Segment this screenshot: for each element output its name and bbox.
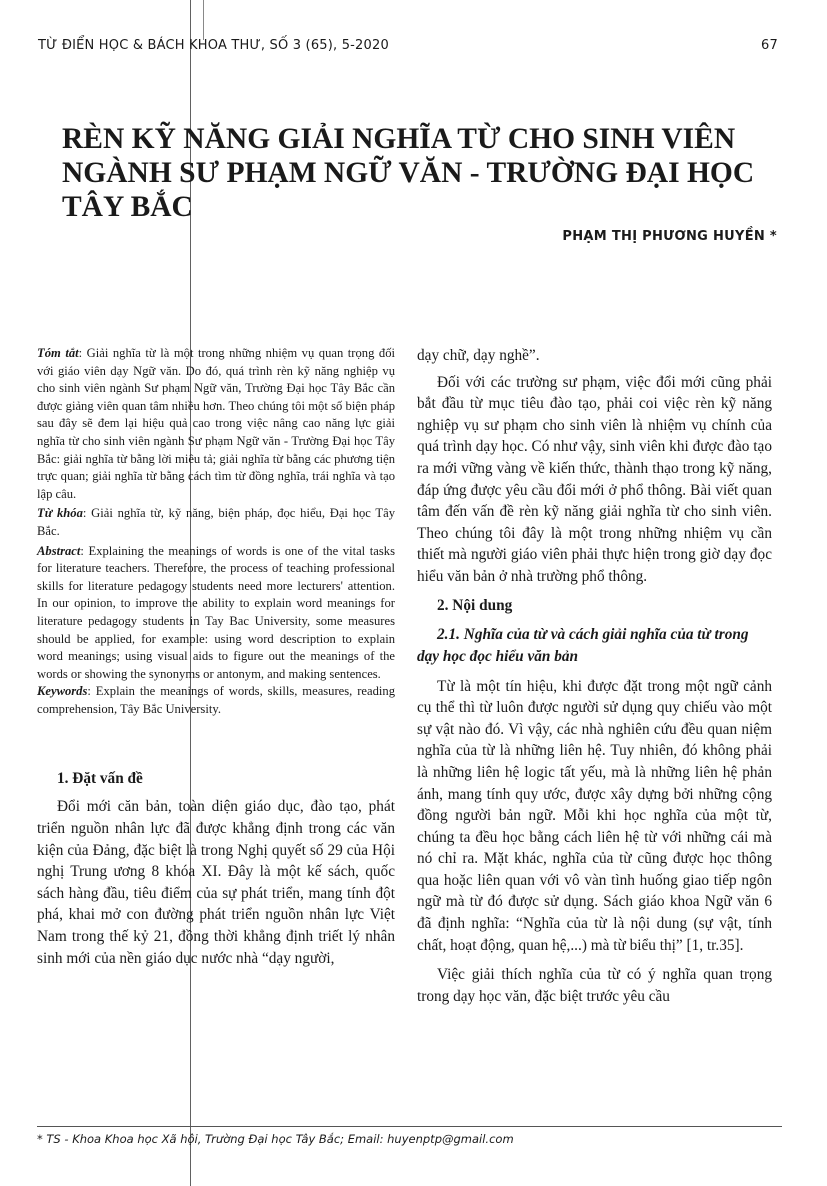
running-header	[38, 38, 778, 53]
paragraph-explaining: Việc giải thích nghĩa của từ có ý nghĩa quan trọng trong dạy học văn, đặc biệt trước yêu cầu	[417, 966, 772, 1005]
section-1-heading: 1. Đặt vấn đề	[57, 770, 143, 788]
journal-name: TỪ ĐIỂN HỌC & BÁCH KHOA THƯ, SỐ 3 (65), 5-2020	[38, 38, 389, 53]
section-1-paragraph: Đổi mới căn bản, toàn diện giáo dục, đào tạo, phát triển nguồn nhân lực đã được khẳng định trong các văn kiện của Đảng, đặc biệt là trong Nghị quyết số 29 của Hội nghị Trung ương 8 khóa XI. Đây là một kế sách, quốc sách hàng đầu, tiêu điểm của sự phát triển, mang tính đột phá, khai mở con đường phát triển nguồn nhân lực Việt Nam trong thế kỷ 21, đồng thời khẳng định triết lý nhân sinh mới của nền giáo dục nước nhà “dạy người,	[37, 798, 395, 967]
footnote: * TS - Khoa Khoa học Xã hội, Trường Đại học Tây Bắc; Email: huyenptp@gmail.com	[37, 1132, 514, 1146]
page-number: 67	[761, 38, 778, 53]
right-column	[417, 345, 772, 1007]
article-title	[62, 122, 782, 224]
paragraph-teacher-training: Đối với các trường sư phạm, việc đổi mới cũng phải bắt đầu từ mục tiêu đào tạo, phải coi việc rèn kỹ năng nghiệp vụ sư phạm cho sinh viên là nhiệm vụ chính của quá trình dạy học. Có như vậy, sinh viên khi được đào tạo ra mới vững vàng về kiến thức, thành thạo trong kỹ năng, đáp ứng được yêu cầu đổi mới ở phổ thông. Bài viết quan tâm đến vấn đề rèn kỹ năng giải nghĩa từ cho sinh viên. Theo chúng tôi đây là một trong những nhiệm vụ cần thiết mà người giáo viên phải thực hiện trong giờ dạy đọc hiểu văn bản ở nhà trường phổ thông.	[417, 373, 772, 585]
abstract-vietnamese	[37, 345, 395, 503]
keywords-vi-label: Từ khóa	[37, 506, 83, 521]
keywords-english	[37, 683, 395, 718]
abstract-english	[37, 543, 395, 684]
abstract-en-text: : Explaining the meanings of words is one of the vital tasks for literature teachers. Therefore, the process of teaching professional skills for literature pedagogy students need more lecturers' attention. In our opinion, to improve the ability to explain word meanings for literature pedagogy students in Tay Bac University, some measures should be applied, for example: using word description to explain word meanings; using visual aids to figure out the meanings of the words or showing the synonyms or antonym, and making sentences.	[37, 543, 395, 681]
section-2-heading: 2. Nội dung	[437, 596, 513, 614]
keywords-vi-text: : Giải nghĩa từ, kỹ năng, biện pháp, đọc hiểu, Đại học Tây Bắc.	[37, 506, 396, 538]
footnote-divider	[37, 1126, 782, 1127]
section-2-1-heading: 2.1. Nghĩa của từ và cách giải nghĩa của từ trong dạy học đọc hiểu văn bản	[417, 625, 749, 665]
scan-fold-line-top	[203, 0, 204, 40]
keywords-vietnamese	[37, 505, 395, 540]
title-line-1: RÈN KỸ NĂNG GIẢI NGHĨA TỪ CHO SINH VIÊN	[62, 123, 736, 155]
keywords-en-label: Keywords	[37, 684, 88, 699]
continued-text: dạy chữ, dạy nghề”.	[417, 347, 540, 364]
left-column	[37, 345, 395, 969]
abstract-vi-text: : Giải nghĩa từ là một trong những nhiệm vụ quan trọng đối với giáo viên dạy Ngữ văn. Do đó, quá trình rèn kỹ năng nghiệp vụ cho sinh viên ngành Sư phạm Ngữ văn, Trường Đại học Tây Bắc cần được giảng viên quan tâm nhiều hơn. Theo chúng tôi một số biện pháp sau đây sẽ đem lại hiệu quả cao trong việc nâng cao năng lực giải nghĩa từ cho sinh viên ngành Sư phạm Ngữ văn - Trường Đại học Tây Bắc: giải nghĩa từ bằng lời miêu tả; giải nghĩa từ bằng các phương tiện trực quan; giải nghĩa từ bằng cách tìm từ đồng nghĩa, trái nghĩa và tạo lập câu.	[37, 346, 395, 501]
paragraph-word-meaning: Từ là một tín hiệu, khi được đặt trong một ngữ cảnh cụ thể thì từ luôn được người sử dụng quy chiếu vào một sự vật nào đó. Vì vậy, các nhà nghiên cứu đều quan niệm nghĩa của từ là những liên hệ. Tuy nhiên, đó không phải là những liên hệ logic tất yếu, mà là những liên hệ phản ánh, mang tính quy ước, được xây dựng bởi những cộng đồng người bản ngữ. Mỗi khi học nghĩa của một từ, chúng ta đều học bằng cách liên hệ từ với những cái mà nó chỉ ra. Mặt khác, nghĩa của từ cũng được học thông qua hoặc liên quan với vô vàn tình huống giao tiếp ngôn ngữ mà từ đó được sử dụng. Sách giáo khoa Ngữ văn 6 đã định nghĩa: “Nghĩa của từ là nội dung (sự vật, tính chất, hoạt động, quan hệ,...) mà từ biểu thị” [1, tr.35].	[417, 677, 772, 954]
abstract-en-label: Abstract	[37, 543, 81, 558]
abstract-vi-label: Tóm tắt	[37, 346, 79, 360]
keywords-en-text: : Explain the meanings of words, skills, measures, reading comprehension, Tây Bắc University.	[37, 684, 395, 716]
title-line-2: NGÀNH SƯ PHẠM NGỮ VĂN - TRƯỜNG ĐẠI HỌC TÂY BẮC	[62, 157, 755, 223]
author-name: PHẠM THỊ PHƯƠNG HUYỀN *	[562, 229, 777, 244]
